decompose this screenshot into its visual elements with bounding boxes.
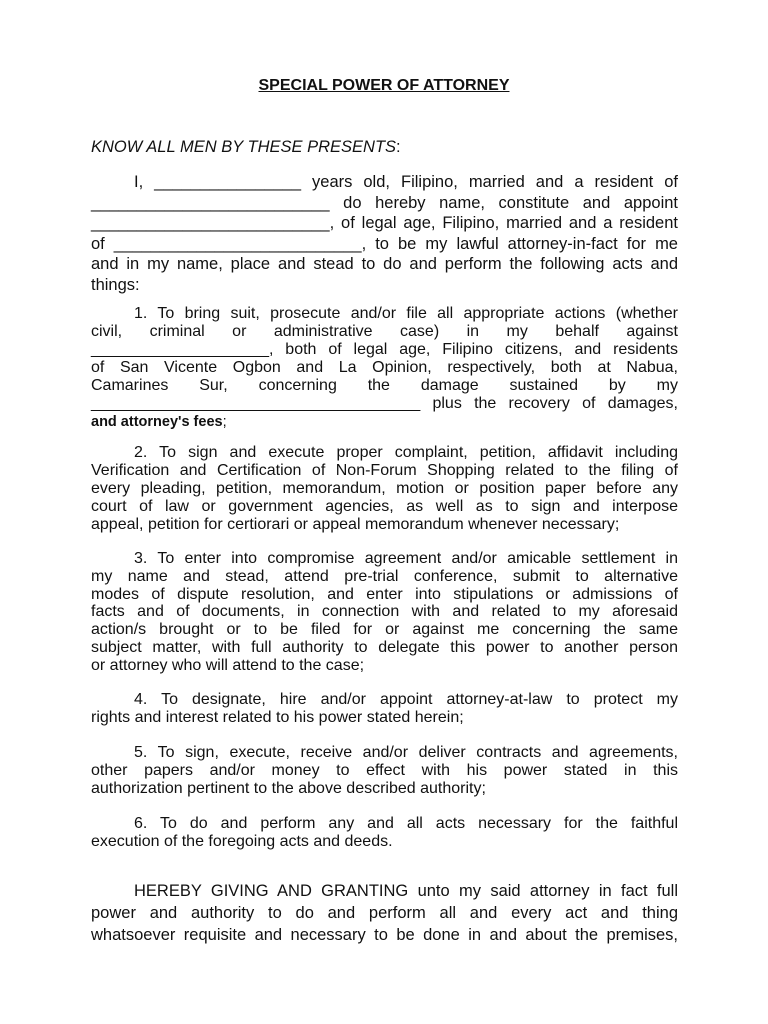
- item-5-line: 5. To sign, execute, receive and/or deliver contracts and agreements,: [134, 744, 678, 761]
- item-2-line: Verification and Certification of Non-Forum Shopping related to the filing of: [91, 462, 678, 479]
- item-2-line: 2. To sign and execute proper complaint, petition, affidavit including: [134, 444, 678, 461]
- intro-line: I, ________________ years old, Filipino, married and a resident of: [134, 173, 678, 191]
- item-1-line: civil, criminal or administrative case) in my behalf against: [91, 323, 678, 340]
- item-4-line: 4. To designate, hire and/or appoint attorney-at-law to protect my: [134, 691, 678, 708]
- item-1-line: 1. To bring suit, prosecute and/or file all appropriate actions (whether: [134, 305, 678, 322]
- item-3-line: subject matter, with full authority to delegate this power to another person: [91, 638, 678, 656]
- item-1-tail-end: ;: [222, 414, 227, 430]
- item-1-bold-tail: and attorney's fees: [91, 414, 223, 430]
- opening-colon: :: [396, 138, 401, 156]
- item-3-line: or attorney who will attend to the case;: [91, 656, 365, 674]
- item-2-line: court of law or government agencies, as well as to sign and interpose: [91, 498, 678, 515]
- item-4-line: rights and interest related to his power stated herein;: [91, 709, 464, 726]
- item-1-line: ____________________, both of legal age, Filipino citizens, and residents: [91, 341, 678, 358]
- closing-line: HEREBY GIVING AND GRANTING unto my said attorney in fact full: [134, 882, 678, 900]
- item-3-line: 3. To enter into compromise agreement and/or amicable settlement in: [134, 550, 678, 567]
- item-1-line: of San Vicente Ogbon and La Opinion, respectively, both at Nabua,: [91, 359, 678, 376]
- intro-line: __________________________ do hereby name, constitute and appoint: [91, 193, 678, 212]
- item-1-paragraph: [91, 305, 678, 431]
- intro-paragraph: [91, 172, 678, 295]
- closing-paragraph: [91, 880, 678, 946]
- opening-line: [91, 138, 401, 157]
- closing-line: power and authority to do and perform all and every act and thing: [91, 904, 678, 922]
- intro-line: and in my name, place and stead to do and perform the following acts and: [91, 255, 678, 273]
- item-1-line: Camarines Sur, concerning the damage sustained by my: [91, 377, 678, 394]
- closing-line: whatsoever requisite and necessary to be done in and about the premises,: [91, 926, 678, 944]
- item-3-line: modes of dispute resolution, and enter into stipulations or admissions of: [91, 585, 678, 603]
- item-3-paragraph: [91, 550, 678, 675]
- item-1-line: _____________________________________ plus the recovery of damages,: [91, 395, 678, 412]
- item-3-line: facts and of documents, in connection with and related to my aforesaid: [91, 603, 678, 621]
- item-1-tail: [91, 413, 678, 431]
- document-title: SPECIAL POWER OF ATTORNEY: [258, 77, 510, 94]
- intro-line: things:: [91, 275, 140, 294]
- intro-line: of ___________________________, to be my lawful attorney-in-fact for me: [91, 234, 678, 253]
- item-6-line: execution of the foregoing acts and deeds.: [91, 833, 393, 850]
- item-3-line: my name and stead, attend pre-trial conference, submit to alternative: [91, 567, 678, 585]
- item-3-line: action/s brought or to be filed for or against me concerning the same: [91, 621, 678, 639]
- item-5-line: authorization pertinent to the above described authority;: [91, 780, 486, 797]
- item-2-line: every pleading, petition, memorandum, motion or position paper before any: [91, 480, 678, 497]
- item-5-paragraph: [91, 744, 678, 798]
- item-2-paragraph: [91, 444, 678, 534]
- item-2-line: appeal, petition for certiorari or appeal memorandum whenever necessary;: [91, 516, 620, 533]
- intro-line: __________________________, of legal age, Filipino, married and a resident: [91, 214, 678, 232]
- item-5-line: other papers and/or money to effect with his power stated in this: [91, 762, 678, 779]
- item-6-line: 6. To do and perform any and all acts necessary for the faithful: [134, 815, 678, 832]
- item-4-paragraph: [91, 691, 678, 727]
- item-6-paragraph: [91, 815, 678, 851]
- opening-text: KNOW ALL MEN BY THESE PRESENTS: [91, 138, 397, 156]
